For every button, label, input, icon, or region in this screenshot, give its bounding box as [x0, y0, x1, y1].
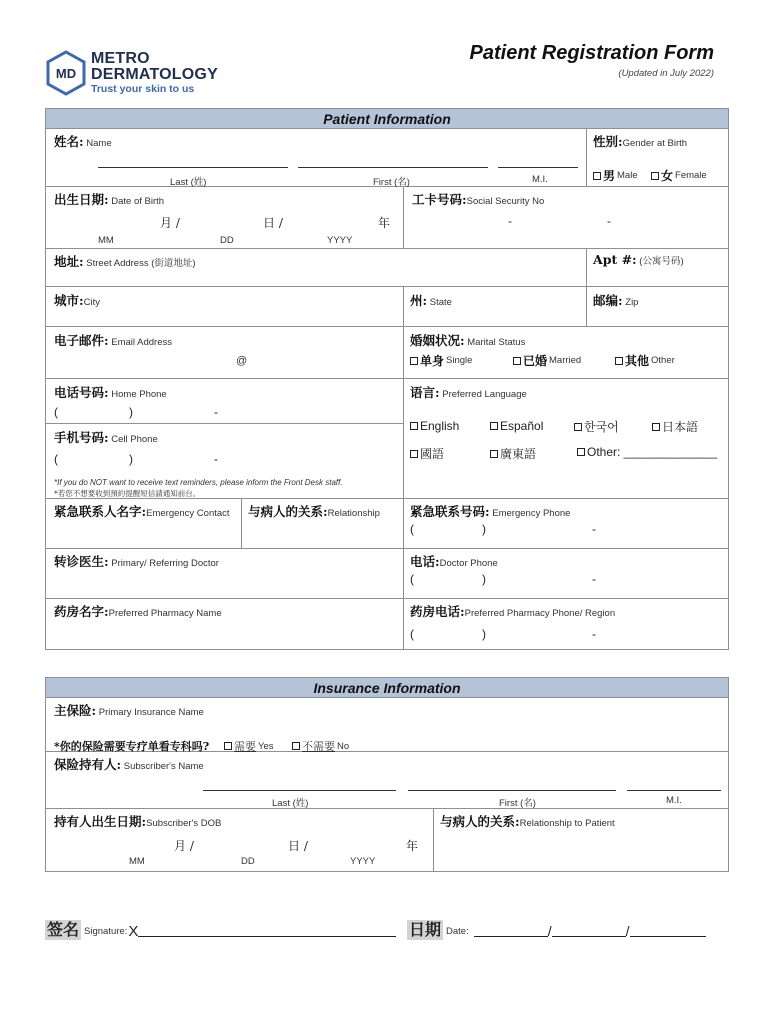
language-korean-checkbox[interactable]: 한국어 — [574, 418, 619, 435]
marital-cell — [403, 327, 728, 378]
gender-cell — [586, 129, 728, 186]
email-cell[interactable] — [46, 327, 403, 378]
referral-question: *你的保险需要专疗单看专科吗? — [54, 740, 210, 753]
last-name-caption: Last (姓) — [170, 177, 207, 188]
signature-line — [138, 936, 396, 937]
pharmacy-phone-open-paren: ( — [410, 627, 414, 641]
brand-tagline: Trust your skin to us — [91, 83, 195, 95]
cell-phone-field[interactable] — [46, 423, 403, 473]
checkbox-icon — [292, 742, 300, 750]
date-year-line — [630, 936, 706, 937]
emergency-phone-cell[interactable] — [403, 499, 728, 548]
dob-mm-caption: MM — [98, 235, 114, 246]
checkbox-icon — [593, 172, 601, 180]
subscriber-mi-caption: M.I. — [666, 795, 682, 806]
address-cell[interactable] — [46, 249, 586, 286]
pharmacy-row — [46, 599, 728, 649]
checkbox-icon — [652, 423, 660, 431]
relationship-cell[interactable] — [241, 499, 403, 548]
dob-day-marker: 日 / — [263, 216, 283, 230]
subscriber-dob-cell[interactable] — [46, 809, 433, 871]
language-cantonese-checkbox[interactable]: 廣東語 — [490, 445, 536, 462]
date-label-cn: 日期 — [409, 920, 442, 939]
signature-label-en: Signature: — [84, 926, 128, 937]
doctor-phone-label: 电话:Doctor Phone — [410, 554, 498, 569]
logo-initials: MD — [55, 66, 77, 81]
sub-dob-year-marker: 年 — [406, 839, 419, 853]
checkbox-icon — [574, 423, 582, 431]
emergency-phone-dash: - — [592, 522, 596, 536]
checkbox-icon — [651, 172, 659, 180]
gender-label: 性别:Gender at Birth — [593, 134, 688, 149]
doctor-phone-dash: - — [592, 572, 596, 586]
checkbox-icon — [615, 357, 623, 365]
referring-doctor-cell[interactable] — [46, 549, 403, 598]
state-cell[interactable] — [403, 287, 586, 326]
home-phone-open-paren: ( — [54, 405, 58, 419]
relationship-label: 与病人的关系:Relationship — [248, 504, 380, 519]
emergency-row — [46, 499, 728, 549]
checkbox-icon — [410, 357, 418, 365]
primary-insurance-label: 主保险: Primary Insurance Name — [54, 703, 204, 718]
ssn-label: 工卡号码:Social Security No — [412, 192, 545, 207]
phone-language-row — [46, 379, 728, 499]
primary-insurance-row — [46, 698, 728, 752]
form-title: Patient Registration Form — [469, 42, 714, 64]
date-day-line — [552, 936, 626, 937]
checkbox-icon — [490, 450, 498, 458]
ssn-dash-1: - — [508, 214, 512, 228]
language-spanish-checkbox[interactable]: Español — [490, 419, 543, 433]
signature-x-mark: X — [128, 923, 139, 940]
gender-female-checkbox[interactable]: 女 Female — [651, 167, 707, 184]
checkbox-icon — [410, 450, 418, 458]
city-cell[interactable] — [46, 287, 403, 326]
zip-cell[interactable] — [586, 287, 728, 326]
subscriber-first-caption: First (名) — [499, 798, 536, 809]
dob-label: 出生日期: Date of Birth — [54, 192, 165, 207]
first-name-caption: First (名) — [373, 177, 410, 188]
subscriber-first-line — [408, 790, 616, 791]
home-phone-close-paren: ) — [129, 405, 133, 419]
pharmacy-phone-label: 药房电话:Preferred Pharmacy Phone/ Region — [410, 604, 616, 619]
referring-doctor-label: 转诊医生: Primary/ Referring Doctor — [54, 554, 219, 569]
mi-caption: M.I. — [532, 174, 548, 185]
subscriber-mi-line — [627, 790, 721, 791]
sub-dob-month-marker: 月 / — [174, 839, 194, 853]
emergency-phone-label: 紧急联系号码: Emergency Phone — [410, 504, 571, 519]
doctor-phone-open-paren: ( — [410, 572, 414, 586]
dob-month-marker: 月 / — [160, 216, 180, 230]
email-label: 电子邮件: Email Address — [54, 333, 172, 348]
subscriber-cell[interactable] — [46, 752, 728, 808]
section-title: Insurance Information — [46, 678, 728, 698]
cell-phone-open-paren: ( — [54, 452, 58, 466]
section-title: Patient Information — [46, 109, 728, 129]
dob-row — [46, 187, 728, 249]
gender-male-checkbox[interactable]: 男 Male — [593, 167, 638, 184]
language-japanese-checkbox[interactable]: 日本語 — [652, 418, 698, 435]
first-name-line — [298, 167, 488, 168]
subscriber-last-line — [203, 790, 396, 791]
cell-phone-dash: - — [214, 452, 218, 466]
sub-dob-mm-caption: MM — [129, 856, 145, 867]
checkbox-icon — [410, 422, 418, 430]
referral-yes-checkbox[interactable]: 需要 Yes — [224, 738, 274, 754]
city-label: 城市:City — [54, 293, 100, 308]
doctor-phone-cell[interactable] — [403, 549, 728, 598]
logo — [45, 48, 245, 100]
pharmacy-name-label: 药房名字:Preferred Pharmacy Name — [54, 604, 222, 619]
name-row — [46, 129, 728, 187]
emergency-contact-cell[interactable] — [46, 499, 241, 548]
sub-dob-day-marker: 日 / — [288, 839, 308, 853]
zip-label: 邮编: Zip — [593, 293, 639, 308]
primary-insurance-cell[interactable] — [46, 698, 728, 751]
checkbox-icon — [513, 357, 521, 365]
name-label: 姓名: Name — [54, 134, 112, 149]
sub-dob-yyyy-caption: YYYY — [350, 856, 376, 867]
address-label: 地址: Street Address (街道地址) — [54, 254, 196, 269]
sub-relationship-cell[interactable] — [433, 809, 728, 871]
subscriber-dob-row — [46, 809, 728, 871]
address-row — [46, 249, 728, 287]
checkbox-icon — [224, 742, 232, 750]
mi-line — [498, 167, 578, 168]
cell-phone-label: 手机号码: Cell Phone — [54, 430, 158, 445]
marital-married-checkbox[interactable]: 已婚 Married — [513, 352, 581, 369]
language-mandarin-checkbox[interactable]: 國語 — [410, 445, 444, 462]
cell-phone-close-paren: ) — [129, 452, 133, 466]
emergency-phone-close-paren: ) — [482, 522, 486, 536]
email-at-sign: @ — [236, 355, 248, 367]
home-phone-dash: - — [214, 405, 218, 419]
last-name-line — [98, 167, 288, 168]
patient-information-section — [45, 108, 729, 650]
dob-year-marker: 年 — [378, 216, 391, 230]
subscriber-last-caption: Last (姓) — [272, 798, 309, 809]
emergency-contact-label: 紧急联系人名字:Emergency Contact — [54, 504, 230, 519]
logo-hexagon-icon — [45, 50, 87, 96]
checkbox-icon — [577, 448, 585, 456]
insurance-information-section — [45, 677, 729, 872]
city-row — [46, 287, 728, 327]
date-month-line — [474, 936, 548, 937]
date-label-en: Date: — [446, 926, 469, 937]
dob-yyyy-caption: YYYY — [327, 235, 353, 246]
language-cell — [403, 379, 728, 498]
pharmacy-phone-dash: - — [592, 627, 596, 641]
marital-single-checkbox[interactable]: 单身 Single — [410, 352, 472, 369]
pharmacy-phone-cell[interactable] — [403, 599, 728, 649]
pharmacy-phone-close-paren: ) — [482, 627, 486, 641]
apt-cell[interactable] — [586, 249, 728, 286]
ssn-dash-2: - — [607, 214, 611, 228]
subscriber-row — [46, 752, 728, 809]
text-reminder-note-cn: *若您不想要收到預約提醒短信請通知前台。 — [54, 489, 201, 498]
signature-label-cn: 签名 — [47, 920, 80, 939]
referring-doctor-row — [46, 549, 728, 599]
subscriber-dob-label: 持有人出生日期:Subscriber's DOB — [54, 814, 222, 829]
phones-cell — [46, 379, 403, 498]
sub-relationship-label: 与病人的关系:Relationship to Patient — [440, 814, 615, 829]
apt-label: Apt #: (公寓号码) — [593, 252, 684, 267]
checkbox-icon — [490, 422, 498, 430]
brand-name-line1: METRO — [91, 50, 150, 67]
language-label: 语言: Preferred Language — [410, 385, 527, 400]
date-field[interactable]: 日期 Date: / / — [407, 920, 706, 940]
text-reminder-note-en: *If you do NOT want to receive text reminders, please inform the Front Desk staff. — [54, 478, 343, 487]
email-row — [46, 327, 728, 379]
dob-cell[interactable] — [46, 187, 403, 248]
doctor-phone-close-paren: ) — [482, 572, 486, 586]
language-other-checkbox[interactable]: Other: ______________ — [577, 445, 717, 459]
marital-label: 婚姻状况: Marital Status — [410, 333, 526, 348]
dob-dd-caption: DD — [220, 235, 234, 246]
name-cell[interactable] — [46, 129, 586, 186]
state-label: 州: State — [410, 293, 452, 308]
form-subtitle: (Updated in July 2022) — [618, 68, 714, 79]
sub-dob-dd-caption: DD — [241, 856, 255, 867]
signature-field[interactable] — [45, 920, 396, 940]
emergency-phone-open-paren: ( — [410, 522, 414, 536]
subscriber-label: 保险持有人: Subscriber's Name — [54, 757, 204, 772]
language-english-checkbox[interactable]: English — [410, 419, 459, 433]
referral-no-checkbox[interactable]: 不需要 No — [292, 738, 349, 754]
home-phone-label: 电话号码: Home Phone — [54, 385, 167, 400]
brand-name-line2: DERMATOLOGY — [91, 66, 218, 83]
pharmacy-name-cell[interactable] — [46, 599, 403, 649]
ssn-cell[interactable] — [403, 187, 728, 248]
marital-other-checkbox[interactable]: 其他 Other — [615, 352, 675, 369]
